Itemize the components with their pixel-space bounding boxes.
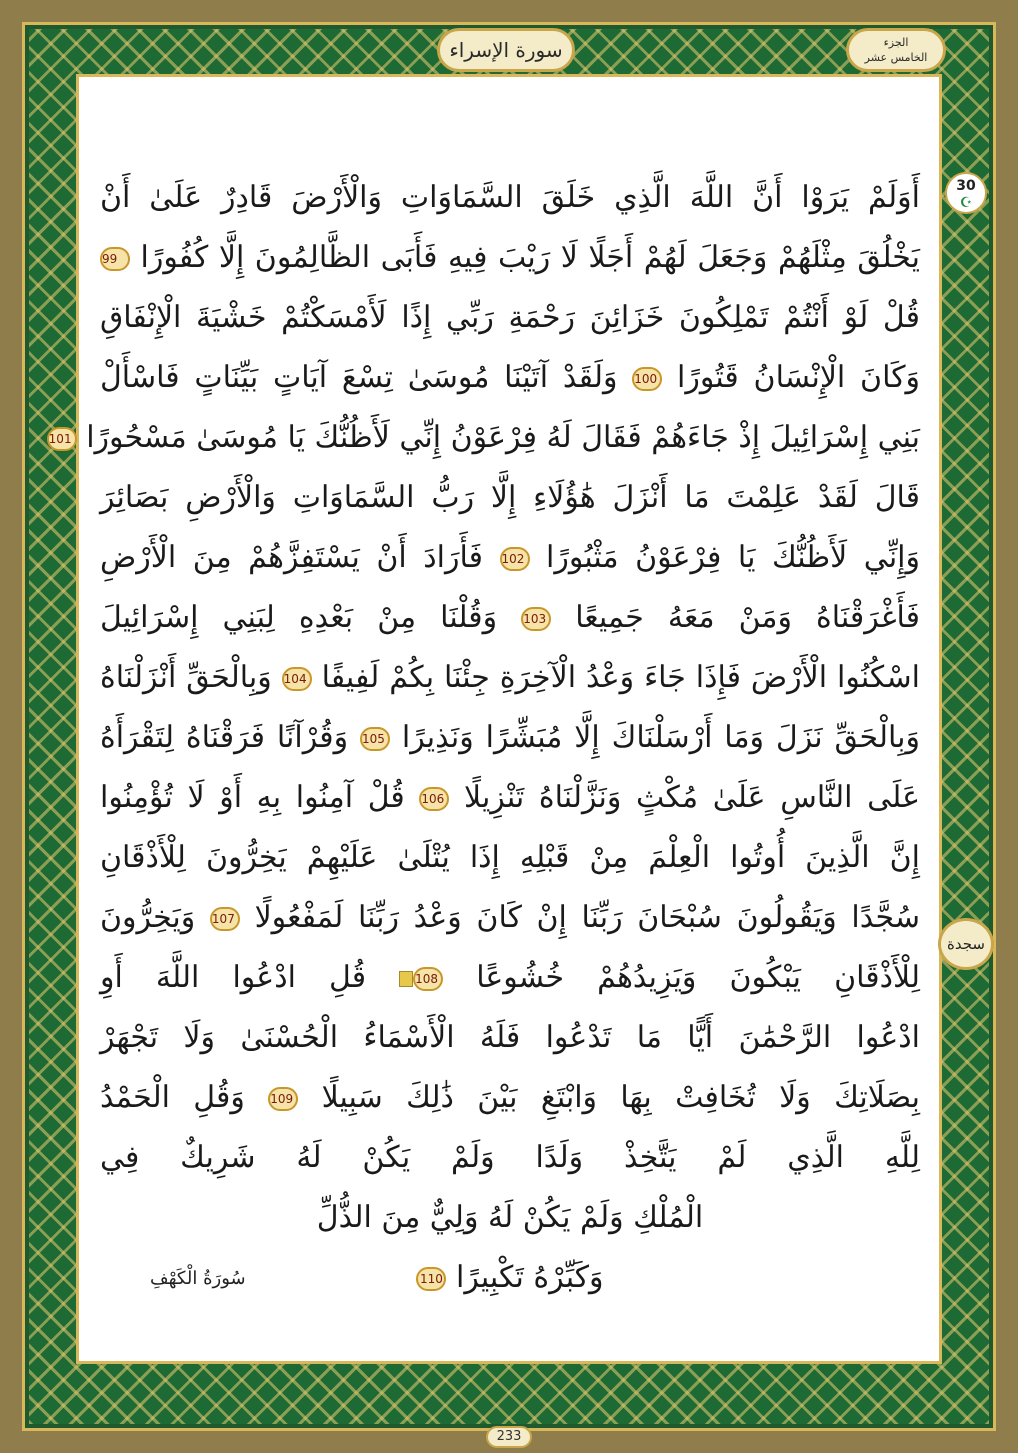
crescent-icon: ☪ (959, 195, 973, 211)
verse-text: قُلِ ادْعُوا اللَّهَ أَوِ (100, 960, 400, 995)
ayah-number-icon: 109 (268, 1087, 298, 1111)
verse-text: قَالَ لَقَدْ عَلِمْتَ مَا أَنْزَلَ هَٰؤُلَاءِ إِلَّا رَبُّ السَّمَاوَاتِ وَالْأَرْضِ بَصَائِرَ (100, 480, 920, 515)
verse-text: اسْكُنُوا الْأَرْضَ فَإِذَا جَاءَ وَعْدُ الْآخِرَةِ جِئْنَا بِكُمْ لَفِيفًا (311, 660, 920, 695)
text-line (100, 1188, 920, 1248)
sajda-icon (399, 971, 413, 987)
text-line (100, 348, 920, 408)
text-line (100, 888, 920, 948)
text-line (100, 828, 920, 888)
text-line (100, 1068, 920, 1128)
verse-text: سُجَّدًا وَيَقُولُونَ سُبْحَانَ رَبِّنَا إِنْ كَانَ وَعْدُ رَبِّنَا لَمَفْعُولًا (239, 900, 920, 935)
verse-text: بَنِي إِسْرَائِيلَ إِذْ جَاءَهُمْ فَقَالَ لَهُ فِرْعَوْنُ إِنِّي لَأَظُنُّكَ يَا مُوسَىٰ مَسْحُورًا (76, 420, 920, 455)
text-line (100, 1128, 920, 1188)
verse-text: وَلَقَدْ آتَيْنَا مُوسَىٰ تِسْعَ آيَاتٍ بَيِّنَاتٍ فَاسْأَلْ (100, 360, 633, 395)
verse-text: وَكَانَ الْإِنْسَانُ قَتُورًا (662, 360, 920, 395)
verse-text: لِلْأَذْقَانِ يَبْكُونَ وَيَزِيدُهُمْ خُشُوعًا (443, 960, 920, 995)
ayah-number-icon: 110 (416, 1267, 446, 1291)
ayah-number-icon: 107 (210, 907, 240, 931)
page-number: 233 (486, 1426, 532, 1448)
verse-text: الْمُلْكِ وَلَمْ يَكُنْ لَهُ وَلِيٌّ مِنَ الذُّلِّ (316, 1200, 704, 1235)
ayah-number-icon: 103 (521, 607, 551, 631)
sajda-marker: سجدة (938, 918, 994, 970)
text-line (100, 588, 920, 648)
verse-text: وَيَخِرُّونَ (100, 900, 210, 935)
text-line (100, 768, 920, 828)
verse-text: بِصَلَاتِكَ وَلَا تُخَافِتْ بِهَا وَابْتَغِ بَيْنَ ذَٰلِكَ سَبِيلًا (298, 1080, 920, 1115)
ayah-number-icon: 102 (500, 547, 530, 571)
text-line (100, 948, 920, 1008)
verse-text: وَإِنِّي لَأَظُنُّكَ يَا فِرْعَوْنُ مَثْبُورًا (529, 540, 920, 575)
verse-text: قُلْ آمِنُوا بِهِ أَوْ لَا تُؤْمِنُوا (100, 780, 420, 815)
ayah-number-icon: 99 (100, 247, 130, 271)
verse-text: أَوَلَمْ يَرَوْا أَنَّ اللَّهَ الَّذِي خَلَقَ السَّمَاوَاتِ وَالْأَرْضَ قَادِرٌ عَلَىٰ أَنْ (100, 180, 920, 215)
verse-text: يَخْلُقَ مِثْلَهُمْ وَجَعَلَ لَهُمْ أَجَلًا لَا رَيْبَ فِيهِ فَأَبَى الظَّالِمُونَ إِلَّا كُفُورًا (130, 240, 920, 275)
ayah-number-icon: 104 (282, 667, 312, 691)
verse-text: فَأَغْرَقْنَاهُ وَمَنْ مَعَهُ جَمِيعًا (551, 600, 921, 635)
verse-text: وَقُلْنَا مِنْ بَعْدِهِ لِبَنِي إِسْرَائِيلَ (100, 600, 522, 635)
verse-text: وَبِالْحَقِّ أَنْزَلْنَاهُ (100, 660, 282, 695)
text-line (100, 288, 920, 348)
verse-text: لِلَّهِ الَّذِي لَمْ يَتَّخِذْ وَلَدًا وَلَمْ يَكُنْ لَهُ شَرِيكٌ فِي (100, 1140, 920, 1175)
verse-text: وَقُرْآنًا فَرَقْنَاهُ لِتَقْرَأَهُ (100, 720, 360, 755)
quran-text (48, 168, 921, 1308)
verse-text: وَبِالْحَقِّ نَزَلَ وَمَا أَرْسَلْنَاكَ إِلَّا مُبَشِّرًا وَنَذِيرًا (390, 720, 920, 755)
text-line (100, 168, 920, 228)
catchword: سُورَةُ الْكَهْفِ (150, 1268, 246, 1289)
verse-text: فَأَرَادَ أَنْ يَسْتَفِزَّهُمْ مِنَ الْأَرْضِ (100, 540, 500, 575)
text-line (100, 468, 920, 528)
text-line (48, 408, 920, 468)
ayah-number-icon: 100 (632, 367, 662, 391)
verse-text: قُلْ لَوْ أَنْتُمْ تَمْلِكُونَ خَزَائِنَ رَحْمَةِ رَبِّي إِذًا لَأَمْسَكْتُمْ خَشْيَةَ الْإِنْفَاقِ (100, 300, 920, 335)
ayah-number-icon: 106 (419, 787, 449, 811)
verse-text: عَلَى النَّاسِ عَلَىٰ مُكْثٍ وَنَزَّلْنَاهُ تَنْزِيلًا (449, 780, 920, 815)
ayah-number-icon: 105 (360, 727, 390, 751)
juz-number: الخامس عشر (864, 51, 928, 64)
hizb-number: 30 (956, 178, 976, 194)
ayah-number-icon: 108 (413, 967, 443, 991)
verse-text: إِنَّ الَّذِينَ أُوتُوا الْعِلْمَ مِنْ قَبْلِهِ إِذَا يُتْلَىٰ عَلَيْهِمْ يَخِرُّونَ لِلْأَذْقَانِ (100, 840, 920, 875)
verse-text: وَكَبِّرْهُ تَكْبِيرًا (446, 1260, 604, 1295)
surah-title: سورة الإسراء (437, 28, 575, 72)
text-line (100, 708, 920, 768)
hizb-marker (945, 172, 987, 214)
text-line (100, 1008, 920, 1068)
verse-text: ادْعُوا الرَّحْمَٰنَ أَيًّا مَا تَدْعُوا فَلَهُ الْأَسْمَاءُ الْحُسْنَىٰ وَلَا تَجْهَرْ (100, 1020, 920, 1055)
verse-text: وَقُلِ الْحَمْدُ (100, 1080, 269, 1115)
juz-label: الجزء (883, 36, 909, 49)
text-line (100, 228, 920, 288)
text-line (100, 648, 920, 708)
text-line (100, 528, 920, 588)
ayah-number-icon: 101 (47, 427, 77, 451)
juz-cartouche (846, 28, 946, 72)
